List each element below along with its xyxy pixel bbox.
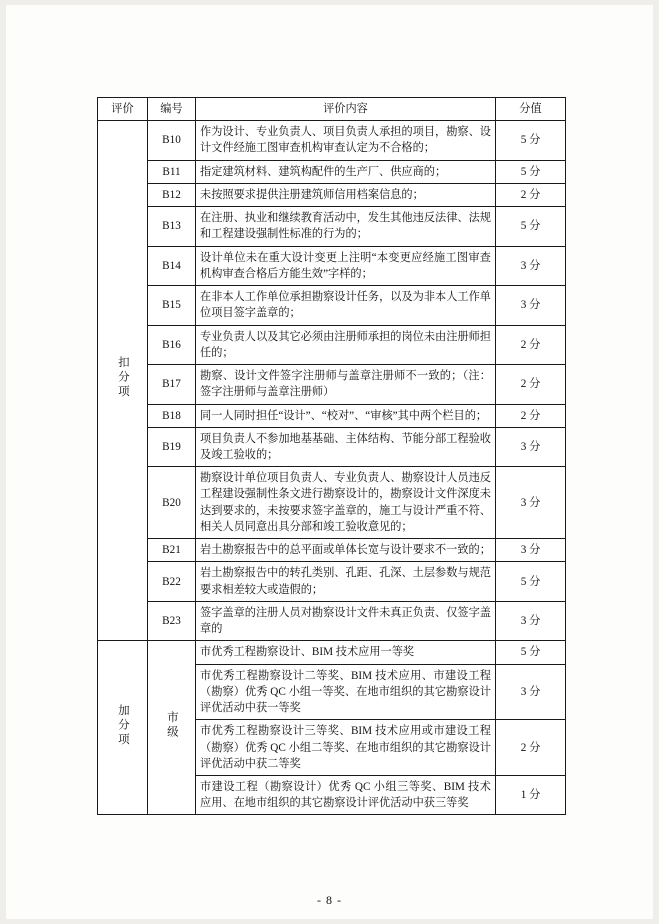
header-score: 分值 (496, 98, 566, 121)
table-row (98, 601, 566, 640)
header-code: 编号 (148, 98, 196, 121)
code-cell: B14 (148, 246, 196, 285)
table-row (98, 286, 566, 325)
table-header-row (98, 98, 566, 121)
code-cell: B21 (148, 539, 196, 562)
category-cell-bonus (98, 641, 148, 815)
content-cell: 市建设工程（勘察设计）优秀 QC 小组三等奖、BIM 技术应用、在地市组织的其它勘察设计评优活动中获三等奖 (196, 775, 496, 814)
table-row (98, 207, 566, 246)
content-cell: 在非本人工作单位承担勘察设计任务，以及为非本人工作单位项目签字盖章的； (196, 286, 496, 325)
code-cell: B11 (148, 160, 196, 183)
code-cell: B17 (148, 365, 196, 404)
table-row (98, 404, 566, 427)
scan-edge-top (0, 0, 659, 5)
content-cell: 市优秀工程勘察设计二等奖、BIM 技术应用、市建设工程（勘察）优秀 QC 小组一等奖、在地市组织的其它勘察设计评优活动中获一等奖 (196, 664, 496, 720)
score-cell: 3 分 (496, 427, 566, 466)
score-cell: 2 分 (496, 720, 566, 776)
scan-edge-left (0, 0, 6, 924)
table-row (98, 160, 566, 183)
code-cell: B23 (148, 601, 196, 640)
category-cell-deduction (98, 121, 148, 641)
content-cell: 在注册、执业和继续教育活动中，发生其他违反法律、法规和工程建设强制性标准的行为的； (196, 207, 496, 246)
content-cell: 岩土勘察报告中的总平面或单体长宽与设计要求不一致的； (196, 539, 496, 562)
code-cell: B18 (148, 404, 196, 427)
header-content: 评价内容 (196, 98, 496, 121)
score-cell: 2 分 (496, 365, 566, 404)
content-cell: 勘察设计单位项目负责人、专业负责人、勘察设计人员违反工程建设强制性条文进行勘察设计的，勘察设计文件深度未达到要求的，未按要求签字盖章的，施工与设计严重不符、相关人员同意出具分部和竣工验收意见的； (196, 467, 496, 539)
score-cell: 2 分 (496, 325, 566, 364)
code-cell: B20 (148, 467, 196, 539)
content-cell: 市优秀工程勘察设计、BIM 技术应用一等奖 (196, 641, 496, 664)
table-row (98, 183, 566, 206)
table-header (98, 98, 566, 121)
code-cell: B15 (148, 286, 196, 325)
table-row (98, 365, 566, 404)
code-cell: B16 (148, 325, 196, 364)
content-cell: 项目负责人不参加地基基础、主体结构、节能分部工程验收及竣工验收的； (196, 427, 496, 466)
table-row (98, 467, 566, 539)
category-label-bonus: 加分项 (116, 703, 129, 748)
score-cell: 5 分 (496, 562, 566, 601)
table-row (98, 427, 566, 466)
page-number: - 8 - (317, 893, 342, 907)
scan-edge-right (653, 0, 659, 924)
content-cell: 岩土勘察报告中的转孔类别、孔距、孔深、土层参数与规范要求相差较大或造假的； (196, 562, 496, 601)
code-cell: B19 (148, 427, 196, 466)
subcategory-label-city: 市级 (165, 710, 178, 740)
table-row (98, 325, 566, 364)
header-category: 评价 (98, 98, 148, 121)
content-cell: 作为设计、专业负责人、项目负责人承担的项目，勘察、设计文件经施工图审查机构审查认定为不合格的； (196, 121, 496, 160)
score-cell: 5 分 (496, 160, 566, 183)
score-table-container (97, 97, 565, 815)
score-table (97, 97, 566, 815)
score-cell: 5 分 (496, 207, 566, 246)
content-cell: 市优秀工程勘察设计三等奖、BIM 技术应用或市建设工程（勘察）优秀 QC 小组二等奖、在地市组织的其它勘察设计评优活动中获二等奖 (196, 720, 496, 776)
score-cell: 3 分 (496, 467, 566, 539)
table-row (98, 121, 566, 160)
score-cell: 3 分 (496, 601, 566, 640)
code-cell: B13 (148, 207, 196, 246)
subcategory-cell-city (148, 641, 196, 815)
table-row (98, 539, 566, 562)
score-cell: 3 分 (496, 246, 566, 285)
code-cell: B10 (148, 121, 196, 160)
code-cell: B12 (148, 183, 196, 206)
table-row (98, 641, 566, 664)
scan-edge-bottom (0, 919, 659, 924)
table-body (98, 121, 566, 815)
code-cell: B22 (148, 562, 196, 601)
table-row (98, 246, 566, 285)
score-cell: 3 分 (496, 664, 566, 720)
score-cell: 5 分 (496, 121, 566, 160)
content-cell: 同一人同时担任“设计”、“校对”、“审核”其中两个栏目的； (196, 404, 496, 427)
content-cell: 未按照要求提供注册建筑师信用档案信息的； (196, 183, 496, 206)
content-cell: 专业负责人以及其它必须由注册师承担的岗位未由注册师担任的； (196, 325, 496, 364)
table-row (98, 562, 566, 601)
score-cell: 3 分 (496, 286, 566, 325)
category-label-deduction: 扣分项 (116, 356, 129, 400)
score-cell: 2 分 (496, 183, 566, 206)
content-cell: 指定建筑材料、建筑构配件的生产厂、供应商的； (196, 160, 496, 183)
score-cell: 3 分 (496, 539, 566, 562)
score-cell: 5 分 (496, 641, 566, 664)
content-cell: 勘察、设计文件签字注册师与盖章注册师不一致的；（注：签字注册师与盖章注册师） (196, 365, 496, 404)
score-cell: 2 分 (496, 404, 566, 427)
content-cell: 设计单位未在重大设计变更上注明“本变更应经施工图审查机构审查合格后方能生效”字样的； (196, 246, 496, 285)
content-cell: 签字盖章的注册人员对勘察设计文件未真正负责、仅签字盖章的 (196, 601, 496, 640)
score-cell: 1 分 (496, 775, 566, 814)
